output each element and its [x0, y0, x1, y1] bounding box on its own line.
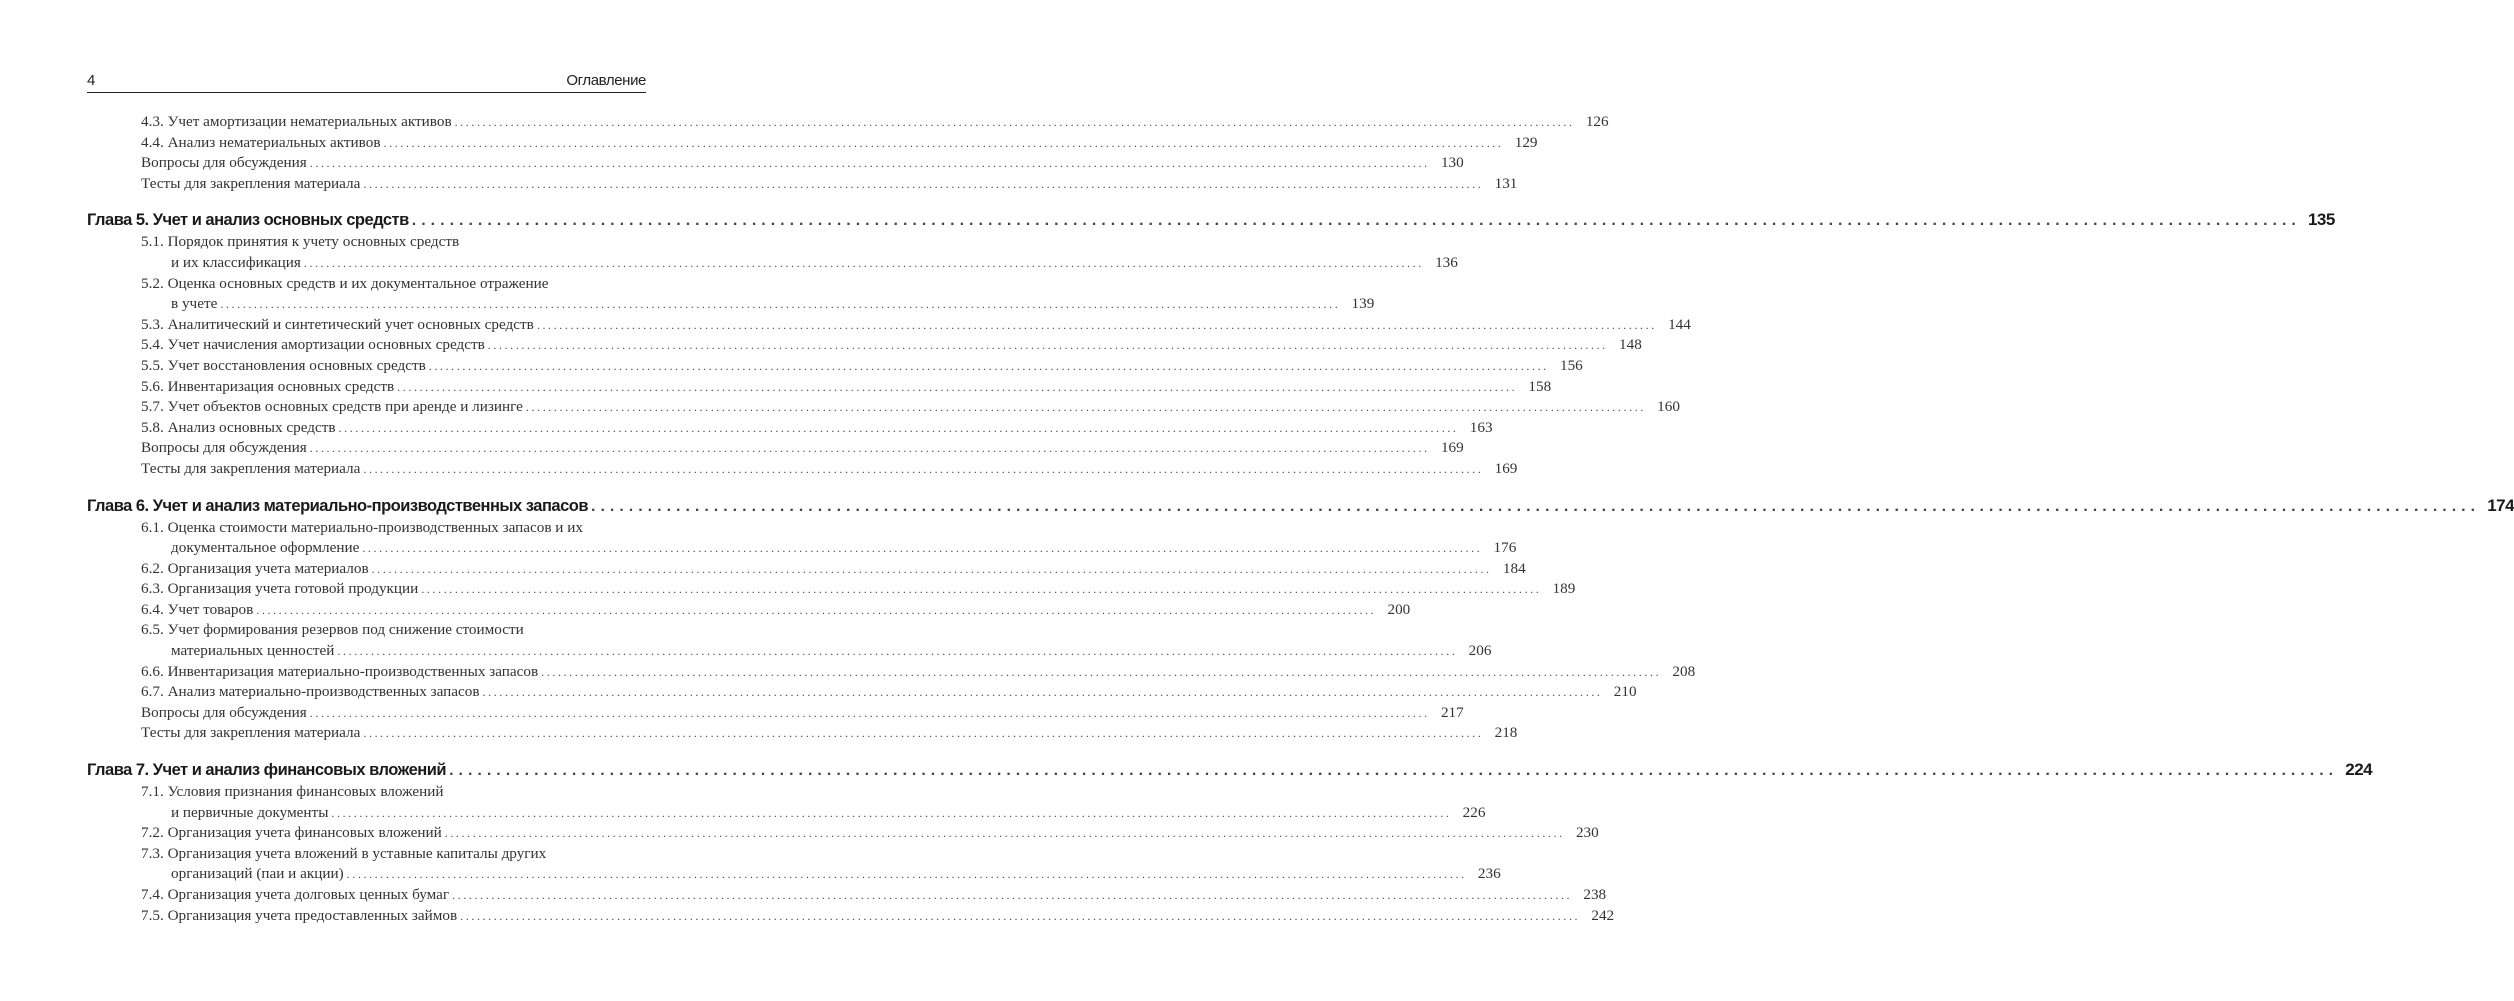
entry-page-number: 224 — [2338, 758, 2372, 782]
toc-line — [87, 559, 1526, 580]
entry-title: 7.2. Организация учета финансовых вложений — [141, 823, 445, 844]
entry-page-number: 230 — [1565, 823, 1599, 844]
toc-line — [87, 174, 1518, 195]
toc-entry[interactable] — [87, 153, 1464, 174]
entry-title: Вопросы для обсуждения — [141, 153, 310, 174]
dot-leader: ........................................................................................................................................................................................................ — [309, 441, 1430, 456]
dot-leader: ........................................................................................................................................................................................................ — [428, 358, 1549, 373]
entry-page-number: 217 — [1430, 703, 1464, 724]
entry-page-number: 174 — [2480, 494, 2514, 518]
entry-title: 6.4. Учет товаров — [141, 600, 256, 621]
dot-leader: ........................................................................................................................................................................................................ — [363, 726, 1484, 741]
toc-line — [87, 758, 2373, 782]
dot-leader: ........................................................................................................................................................................................................ — [397, 379, 1518, 394]
toc-entry[interactable] — [87, 682, 1637, 703]
toc-entry[interactable] — [87, 559, 1526, 580]
toc-line — [87, 723, 1518, 744]
entry-title: Глава 5. Учет и анализ основных средств — [87, 208, 412, 232]
entry-title: Тесты для закрепления материала — [141, 459, 363, 480]
toc-line — [87, 864, 1501, 885]
toc-entry[interactable] — [87, 844, 1501, 885]
dot-leader: ........................................................................................................................................................................................................ — [444, 826, 1565, 841]
toc-entry[interactable] — [87, 133, 1538, 154]
entry-title: в учете — [171, 294, 220, 315]
dot-leader: ........................................................................................................................................................................................................ — [309, 156, 1430, 171]
entry-page-number: 131 — [1483, 174, 1517, 195]
entry-page-number: 226 — [1451, 803, 1485, 824]
entry-page-number: 184 — [1492, 559, 1526, 580]
entry-title: Глава 6. Учет и анализ материально-производственных запасов — [87, 494, 591, 518]
dot-leader: ........................................................................................................................................................................................................ — [421, 582, 1542, 597]
toc-entry[interactable] — [87, 703, 1464, 724]
dot-leader: ........................................................................................................................................................................................................ — [383, 135, 1504, 150]
dot-leader: ........................................................................................................................................................................................................ — [591, 497, 2481, 515]
toc-entry[interactable] — [87, 518, 1517, 559]
entry-title: 6.2. Организация учета материалов — [141, 559, 372, 580]
dot-leader: ........................................................................................................................................................................................................ — [452, 888, 1573, 902]
entry-title: Тесты для закрепления материала — [141, 174, 363, 195]
toc-line — [87, 703, 1464, 724]
entry-title: 7.1. Условия признания финансовых вложений — [141, 782, 447, 803]
toc-entry[interactable] — [87, 906, 1615, 927]
dot-leader: ........................................................................................................................................................................................................ — [362, 541, 1483, 556]
toc-line — [87, 494, 2514, 518]
entry-page-number: 160 — [1646, 397, 1680, 418]
entry-title: 6.6. Инвентаризация материально-производственных запасов — [141, 662, 541, 683]
toc-line — [87, 335, 1642, 356]
entry-title: 7.3. Организация учета вложений в уставные капиталы других — [141, 844, 549, 865]
dot-leader: ........................................................................................................................................................................................................ — [371, 561, 1492, 576]
entry-page-number: 163 — [1459, 418, 1493, 439]
entry-page-number: 169 — [1430, 438, 1464, 459]
toc-line — [87, 438, 1464, 459]
entry-title: 5.7. Учет объектов основных средств при аренде и лизинге — [141, 397, 526, 418]
toc-chapter[interactable] — [87, 494, 2514, 518]
toc-entry[interactable] — [87, 377, 1552, 398]
toc-line — [87, 782, 646, 803]
entry-title: Тесты для закрепления материала — [141, 723, 363, 744]
toc-entry[interactable] — [87, 397, 1680, 418]
toc-line — [87, 294, 1375, 315]
dot-leader: ........................................................................................................................................................................................................ — [454, 115, 1575, 129]
entry-page-number: 238 — [1572, 885, 1606, 906]
table-of-contents — [87, 112, 2514, 926]
toc-line — [87, 823, 1599, 844]
entry-title: и их классификация — [171, 253, 304, 274]
dot-leader: ........................................................................................................................................................................................................ — [337, 644, 1458, 659]
running-header — [87, 68, 646, 93]
toc-line — [87, 112, 1609, 133]
running-title: Оглавление — [566, 72, 646, 89]
toc-chapter[interactable] — [87, 208, 2335, 232]
toc-entry[interactable] — [87, 438, 1464, 459]
toc-line — [87, 418, 1493, 439]
entry-page-number: 200 — [1376, 600, 1410, 621]
dot-leader: ........................................................................................................................................................................................................ — [460, 908, 1581, 923]
dot-leader: ........................................................................................................................................................................................................ — [338, 420, 1459, 435]
entry-page-number: 210 — [1603, 682, 1637, 703]
entry-title: 6.3. Организация учета готовой продукции — [141, 579, 421, 600]
dot-leader: ........................................................................................................................................................................................................ — [541, 664, 1662, 679]
toc-line — [87, 459, 1518, 480]
toc-entry[interactable] — [87, 723, 1518, 744]
toc-line — [87, 538, 1517, 559]
entry-title: 5.8. Анализ основных средств — [141, 418, 339, 439]
entry-title: и первичные документы — [171, 803, 331, 824]
toc-line — [87, 885, 1607, 906]
toc-chapter[interactable] — [87, 758, 2373, 782]
entry-title: 6.7. Анализ материально-производственных запасов — [141, 682, 483, 703]
dot-leader: ........................................................................................................................................................................................................ — [487, 338, 1608, 353]
toc-entry[interactable] — [87, 174, 1518, 195]
entry-title: Вопросы для обсуждения — [141, 703, 310, 724]
entry-page-number: 208 — [1661, 662, 1695, 683]
dot-leader: ........................................................................................................................................................................................................ — [363, 176, 1484, 191]
toc-line — [87, 662, 1696, 683]
dot-leader: ........................................................................................................................................................................................................ — [363, 461, 1484, 476]
entry-title: 4.4. Анализ нематериальных активов — [141, 133, 384, 154]
toc-entry[interactable] — [87, 620, 1492, 661]
dot-leader: ........................................................................................................................................................................................................ — [482, 685, 1603, 700]
toc-line — [87, 579, 1576, 600]
toc-line — [87, 153, 1464, 174]
toc-entry[interactable] — [87, 823, 1599, 844]
entry-title: 5.1. Порядок принятия к учету основных средств — [141, 232, 462, 253]
toc-line — [87, 844, 646, 865]
toc-entry[interactable] — [87, 274, 1375, 315]
entry-title: организаций (паи и акции) — [171, 864, 347, 885]
toc-entry[interactable] — [87, 600, 1411, 621]
toc-line — [87, 356, 1583, 377]
entry-page-number: 158 — [1517, 377, 1551, 398]
entry-title: Вопросы для обсуждения — [141, 438, 310, 459]
entry-title: 7.4. Организация учета долговых ценных бумаг — [141, 885, 452, 906]
entry-page-number: 236 — [1467, 864, 1501, 885]
entry-page-number: 176 — [1482, 538, 1516, 559]
toc-line — [87, 803, 1486, 824]
entry-page-number: 130 — [1430, 153, 1464, 174]
toc-line — [87, 906, 1615, 927]
dot-leader: ........................................................................................................................................................................................................ — [449, 762, 2339, 780]
entry-title: 6.5. Учет формирования резервов под снижение стоимости — [141, 620, 527, 641]
toc-line — [87, 274, 646, 295]
dot-leader: ........................................................................................................................................................................................................ — [303, 255, 1424, 270]
entry-page-number: 129 — [1504, 133, 1538, 154]
entry-title: 5.3. Аналитический и синтетический учет основных средств — [141, 315, 537, 336]
toc-entry[interactable] — [87, 356, 1583, 377]
entry-title: материальных ценностей — [171, 641, 337, 662]
entry-title: 4.3. Учет амортизации нематериальных активов — [141, 112, 455, 133]
dot-leader: ........................................................................................................................................................................................................ — [525, 400, 1646, 415]
entry-page-number: 218 — [1483, 723, 1517, 744]
toc-line — [87, 208, 2335, 232]
dot-leader: ........................................................................................................................................................................................................ — [331, 805, 1452, 820]
toc-entry[interactable] — [87, 315, 1691, 336]
entry-page-number: 169 — [1483, 459, 1517, 480]
toc-line — [87, 253, 1458, 274]
page-number: 4 — [87, 72, 96, 89]
entry-page-number: 126 — [1575, 112, 1609, 133]
entry-page-number: 242 — [1580, 906, 1614, 927]
entry-title: 6.1. Оценка стоимости материально-производственных запасов и их — [141, 518, 586, 539]
toc-line — [87, 641, 1492, 662]
entry-title: документальное оформление — [171, 538, 362, 559]
toc-line — [87, 620, 646, 641]
entry-title: 5.4. Учет начисления амортизации основных средств — [141, 335, 488, 356]
entry-page-number: 144 — [1657, 315, 1691, 336]
toc-entry[interactable] — [87, 662, 1696, 683]
entry-title: 7.5. Организация учета предоставленных займов — [141, 906, 460, 927]
dot-leader: ........................................................................................................................................................................................................ — [346, 867, 1467, 882]
entry-page-number: 136 — [1424, 253, 1458, 274]
toc-entry[interactable] — [87, 885, 1607, 906]
toc-entry[interactable] — [87, 782, 1486, 823]
dot-leader: ........................................................................................................................................................................................................ — [309, 705, 1430, 720]
dot-leader: ........................................................................................................................................................................................................ — [220, 297, 1341, 312]
toc-entry[interactable] — [87, 418, 1493, 439]
toc-line — [87, 377, 1552, 398]
toc-entry[interactable] — [87, 112, 1609, 133]
entry-page-number: 139 — [1340, 294, 1374, 315]
dot-leader: ........................................................................................................................................................................................................ — [411, 212, 2301, 230]
entry-page-number: 148 — [1608, 335, 1642, 356]
entry-title: Глава 7. Учет и анализ финансовых вложений — [87, 758, 449, 782]
entry-page-number: 189 — [1541, 579, 1575, 600]
toc-line — [87, 397, 1680, 418]
toc-line — [87, 232, 646, 253]
toc-entry[interactable] — [87, 459, 1518, 480]
entry-title: 5.6. Инвентаризация основных средств — [141, 377, 397, 398]
entry-title: 5.5. Учет восстановления основных средств — [141, 356, 429, 377]
toc-line — [87, 682, 1637, 703]
entry-page-number: 156 — [1549, 356, 1583, 377]
entry-title: 5.2. Оценка основных средств и их документальное отражение — [141, 274, 552, 295]
dot-leader: ........................................................................................................................................................................................................ — [536, 317, 1657, 332]
toc-line — [87, 600, 1411, 621]
toc-entry[interactable] — [87, 335, 1642, 356]
dot-leader: ........................................................................................................................................................................................................ — [256, 602, 1377, 617]
toc-line — [87, 315, 1691, 336]
toc-entry[interactable] — [87, 232, 1458, 273]
toc-entry[interactable] — [87, 579, 1576, 600]
toc-line — [87, 133, 1538, 154]
toc-line — [87, 518, 646, 539]
entry-page-number: 206 — [1457, 641, 1491, 662]
entry-page-number: 135 — [2301, 208, 2335, 232]
